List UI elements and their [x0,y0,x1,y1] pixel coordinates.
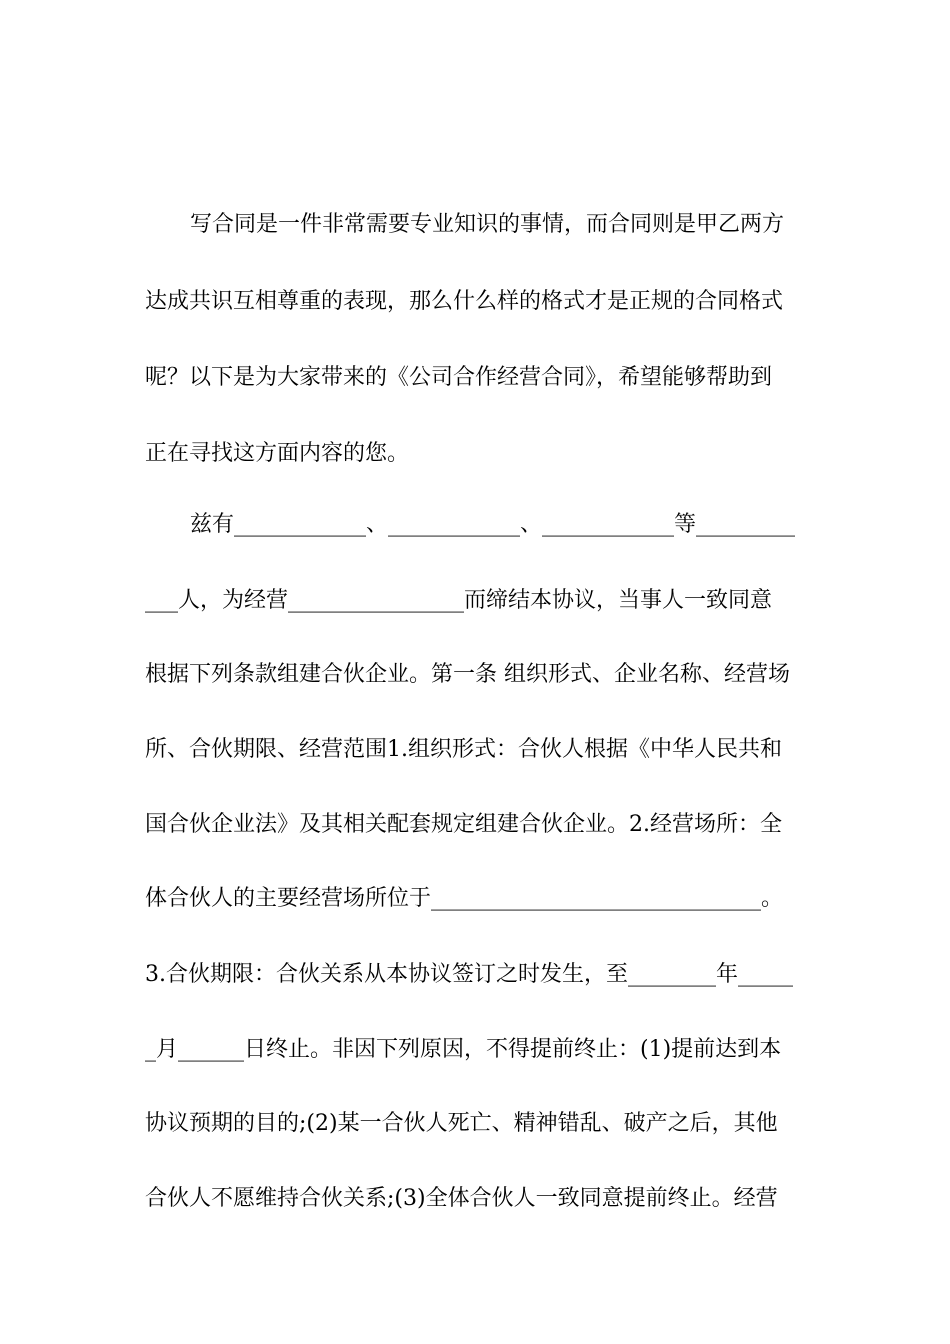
paragraph-2-line-1: 兹有____________、____________、____________等_________ [190,512,796,537]
paragraph-2-line-10: 合伙人不愿维持合伙关系;(3)全体合伙人一致同意提前终止。经营 [145,1186,778,1211]
paragraph-2-line-2: ___人，为经营________________而缔结本协议，当事人一致同意 [145,588,773,613]
paragraph-2-line-9: 协议预期的目的;(2)某一合伙人死亡、精神错乱、破产之后，其他 [145,1111,778,1136]
paragraph-2-line-4: 所、合伙期限、经营范围1.组织形式：合伙人根据《中华人民共和 [145,737,782,762]
paragraph-1-line-4: 正在寻找这方面内容的您。 [145,441,410,466]
paragraph-2-line-5: 国合伙企业法》及其相关配套规定组建合伙企业。2.经营场所：全 [145,812,782,837]
paragraph-2-line-8: _月______日终止。非因下列原因，不得提前终止：(1)提前达到本 [145,1037,782,1062]
paragraph-1-line-1: 写合同是一件非常需要专业知识的事情，而合同则是甲乙两方 [190,212,785,237]
paragraph-1-line-2: 达成共识互相尊重的表现，那么什么样的格式才是正规的合同格式 [145,289,784,314]
paragraph-2-line-3: 根据下列条款组建合伙企业。第一条 组织形式、企业名称、经营场 [145,662,790,687]
paragraph-1-line-3: 呢？以下是为大家带来的《公司合作经营合同》，希望能够帮助到 [145,365,773,390]
paragraph-2-line-6: 体合伙人的主要经营场所位于______________________________。 [145,886,784,911]
paragraph-2-line-7: 3.合伙期限：合伙关系从本协议签订之时发生，至________年_____ [145,962,793,987]
